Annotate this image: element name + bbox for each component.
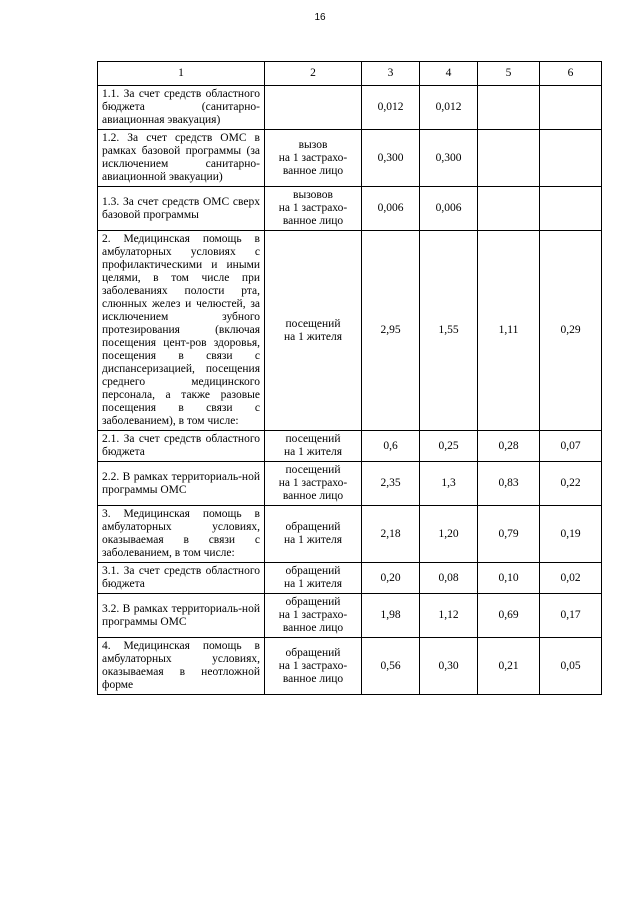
row-value-col-6: [540, 86, 602, 130]
column-number-1: 1: [98, 62, 265, 86]
table-row: [98, 431, 602, 462]
row-value-col-3: 0,300: [362, 130, 420, 187]
row-description: 1.1. За счет средств областного бюджета (санитарно-авиационная эвакуация): [98, 86, 265, 130]
row-unit: вызовов на 1 застрахо- ванное лицо: [265, 187, 362, 231]
row-value-col-6: 0,05: [540, 638, 602, 695]
row-unit: обращений на 1 жителя: [265, 506, 362, 563]
row-value-col-6: [540, 187, 602, 231]
row-value-col-5: 0,28: [478, 431, 540, 462]
table-row: [98, 638, 602, 695]
row-description: 3.2. В рамках территориаль-ной программы ОМС: [98, 594, 265, 638]
row-value-col-4: 1,12: [420, 594, 478, 638]
table-row: [98, 130, 602, 187]
row-description: 2.2. В рамках территориаль-ной программы ОМС: [98, 462, 265, 506]
row-value-col-3: 2,95: [362, 231, 420, 431]
row-value-col-5: 1,11: [478, 231, 540, 431]
row-unit: посещений на 1 жителя: [265, 231, 362, 431]
row-value-col-3: 0,20: [362, 563, 420, 594]
table-row: [98, 231, 602, 431]
row-unit: посещений на 1 жителя: [265, 431, 362, 462]
row-value-col-5: 0,79: [478, 506, 540, 563]
row-value-col-3: 0,6: [362, 431, 420, 462]
row-value-col-4: 1,55: [420, 231, 478, 431]
row-value-col-3: 2,18: [362, 506, 420, 563]
page-number: 16: [314, 12, 326, 23]
row-value-col-5: 0,69: [478, 594, 540, 638]
row-value-col-5: 0,10: [478, 563, 540, 594]
row-unit: [265, 86, 362, 130]
row-description: 2.1. За счет средств областного бюджета: [98, 431, 265, 462]
table-header-row: [98, 62, 602, 86]
table-row: [98, 187, 602, 231]
row-value-col-5: 0,21: [478, 638, 540, 695]
row-value-col-3: 1,98: [362, 594, 420, 638]
row-description: 4. Медицинская помощь в амбулаторных условиях, оказываемая в неотложной форме: [98, 638, 265, 695]
row-value-col-4: 0,006: [420, 187, 478, 231]
row-value-col-4: 0,300: [420, 130, 478, 187]
row-value-col-6: 0,17: [540, 594, 602, 638]
row-value-col-3: 0,012: [362, 86, 420, 130]
row-value-col-4: 0,012: [420, 86, 478, 130]
row-description: 1.3. За счет средств ОМС сверх базовой программы: [98, 187, 265, 231]
table-row: [98, 506, 602, 563]
row-value-col-6: 0,29: [540, 231, 602, 431]
table-row: [98, 563, 602, 594]
row-unit: обращений на 1 застрахо- ванное лицо: [265, 638, 362, 695]
norms-table: [97, 61, 602, 695]
column-number-6: 6: [540, 62, 602, 86]
column-number-2: 2: [265, 62, 362, 86]
row-unit: обращений на 1 застрахо- ванное лицо: [265, 594, 362, 638]
row-value-col-5: 0,83: [478, 462, 540, 506]
row-description: 3.1. За счет средств областного бюджета: [98, 563, 265, 594]
table-row: [98, 462, 602, 506]
row-value-col-5: [478, 187, 540, 231]
row-description: 2. Медицинская помощь в амбулаторных условиях с профилактическими и иными целями, в том числе при заболеваниях полости рта, слюнных желез и челюстей, за исключением зубного протезирования (включая посещения цент-ров здоровья, посещения в связи с диспансеризацией, посещения среднего медицинского персонала, а также разовые посещения в связи с заболеванием), в том числе:: [98, 231, 265, 431]
row-unit: посещений на 1 застрахо- ванное лицо: [265, 462, 362, 506]
column-number-4: 4: [420, 62, 478, 86]
row-description: 1.2. За счет средств ОМС в рамках базовой программы (за исключением санитарно-авиационной эвакуации): [98, 130, 265, 187]
row-value-col-4: 0,30: [420, 638, 478, 695]
row-description: 3. Медицинская помощь в амбулаторных условиях, оказываемая в связи с заболеванием, в том числе:: [98, 506, 265, 563]
table-row: [98, 86, 602, 130]
row-unit: вызов на 1 застрахо- ванное лицо: [265, 130, 362, 187]
column-number-3: 3: [362, 62, 420, 86]
row-value-col-4: 0,25: [420, 431, 478, 462]
column-number-5: 5: [478, 62, 540, 86]
row-value-col-6: 0,02: [540, 563, 602, 594]
row-value-col-6: 0,22: [540, 462, 602, 506]
row-value-col-5: [478, 130, 540, 187]
row-value-col-6: [540, 130, 602, 187]
row-value-col-5: [478, 86, 540, 130]
row-value-col-6: 0,07: [540, 431, 602, 462]
row-value-col-3: 0,006: [362, 187, 420, 231]
table-row: [98, 594, 602, 638]
row-unit: обращений на 1 жителя: [265, 563, 362, 594]
row-value-col-6: 0,19: [540, 506, 602, 563]
row-value-col-4: 1,20: [420, 506, 478, 563]
row-value-col-3: 2,35: [362, 462, 420, 506]
row-value-col-4: 1,3: [420, 462, 478, 506]
row-value-col-4: 0,08: [420, 563, 478, 594]
row-value-col-3: 0,56: [362, 638, 420, 695]
